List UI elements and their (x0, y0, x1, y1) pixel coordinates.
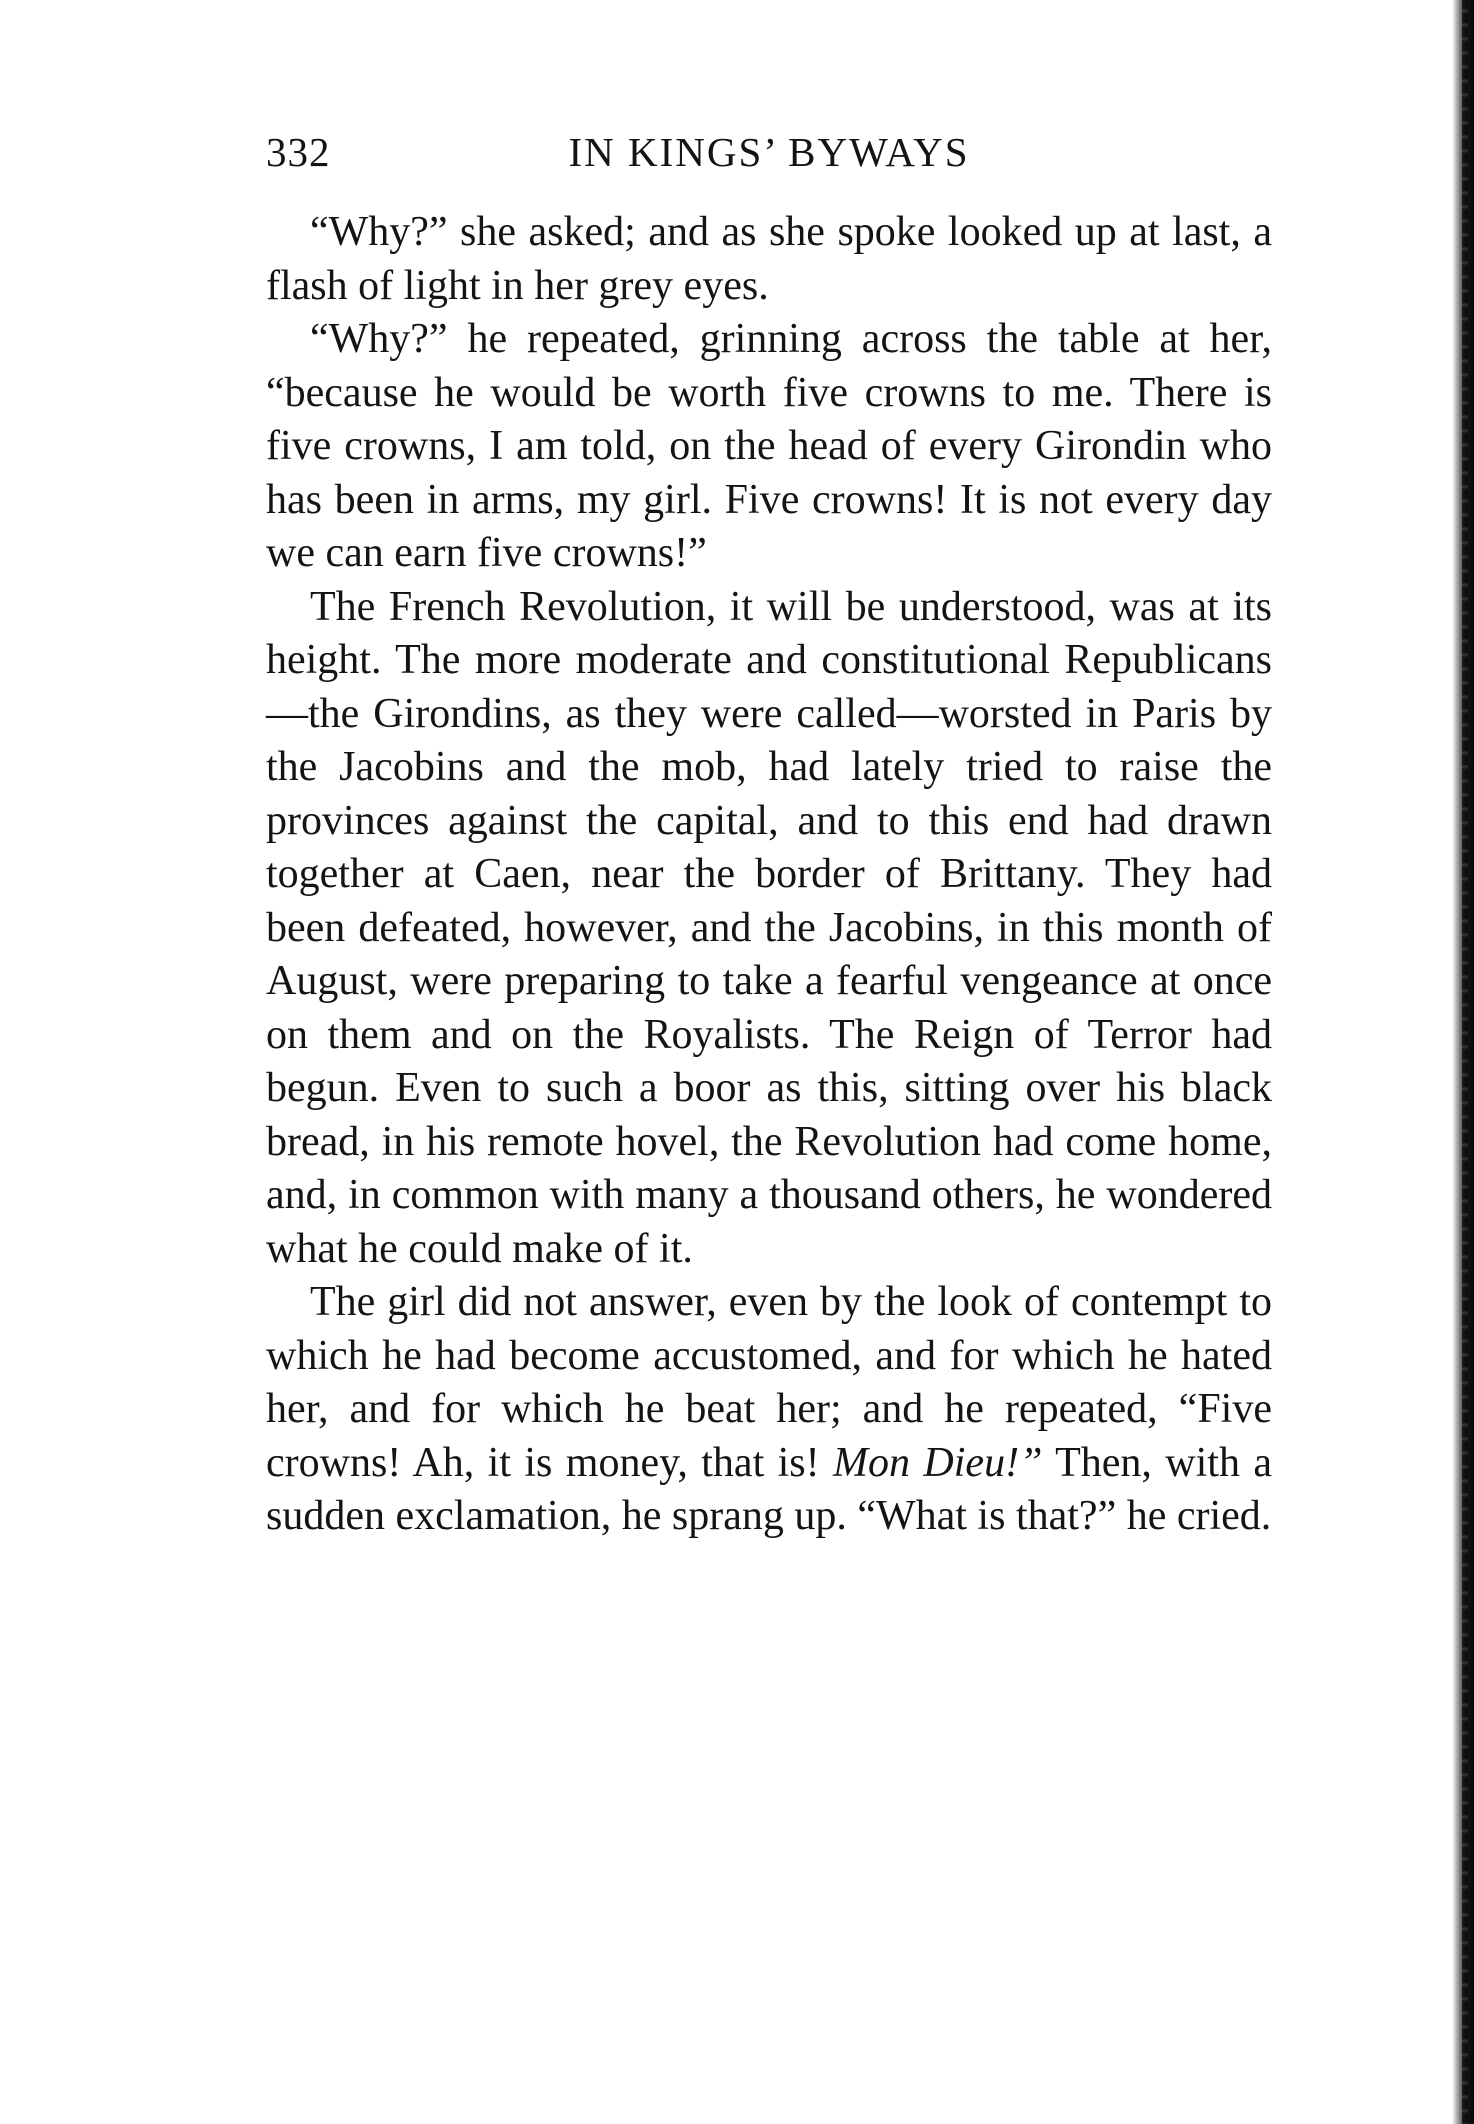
paragraph-2: “Why?” he repeated, grinning across the table at her, “because he would be worth five crowns to me. There is five crowns, I am told, on the head of every Girondin who has been in arms, my girl. Five crowns! It is not every day we can earn five crowns!” (266, 316, 1272, 576)
body-text (266, 206, 1272, 1544)
page-edge-texture (1462, 0, 1468, 2124)
page-header (266, 128, 1272, 188)
paragraph-4-text-end: Then, with a sudden exclamation, he sprang up. “What is that?” he cried. (266, 1439, 1273, 1539)
paragraph-4-text-start: The girl did not answer, even by the look of contempt to which he had become accustomed, and for which he hated her, and for which he beat her; and he repeated, “Five crowns! Ah, it is money, that is! (266, 1279, 1272, 1486)
running-title: IN KINGS’ BYWAYS (568, 129, 970, 175)
paragraph-4-italic: Mon Dieu!” (833, 1439, 1043, 1486)
paragraph-3: The French Revolution, it will be understood, was at its height. The more moderate and constitutional Republicans—the Girondins, as they were called—worsted in Paris by the Jacobins and the mob, had lately tried to raise the provinces against the capital, and to this end had drawn together at Caen, near the border of Brittany. They had been defeated, however, and the Jacobins, in this month of August, were preparing to take a fearful vengeance at once on them and on the Royalists. The Reign of Terror had begun. Even to such a boor as this, sitting over his black bread, in his remote hovel, the Revolution had come home, and, in common with many a thousand others, he wondered what he could make of it. (266, 583, 1272, 1272)
paragraph-1: “Why?” she asked; and as she spoke looked up at last, a flash of light in her grey eyes. (266, 209, 1272, 309)
page-number: 332 (266, 129, 331, 175)
paragraph-4 (266, 1276, 1272, 1544)
